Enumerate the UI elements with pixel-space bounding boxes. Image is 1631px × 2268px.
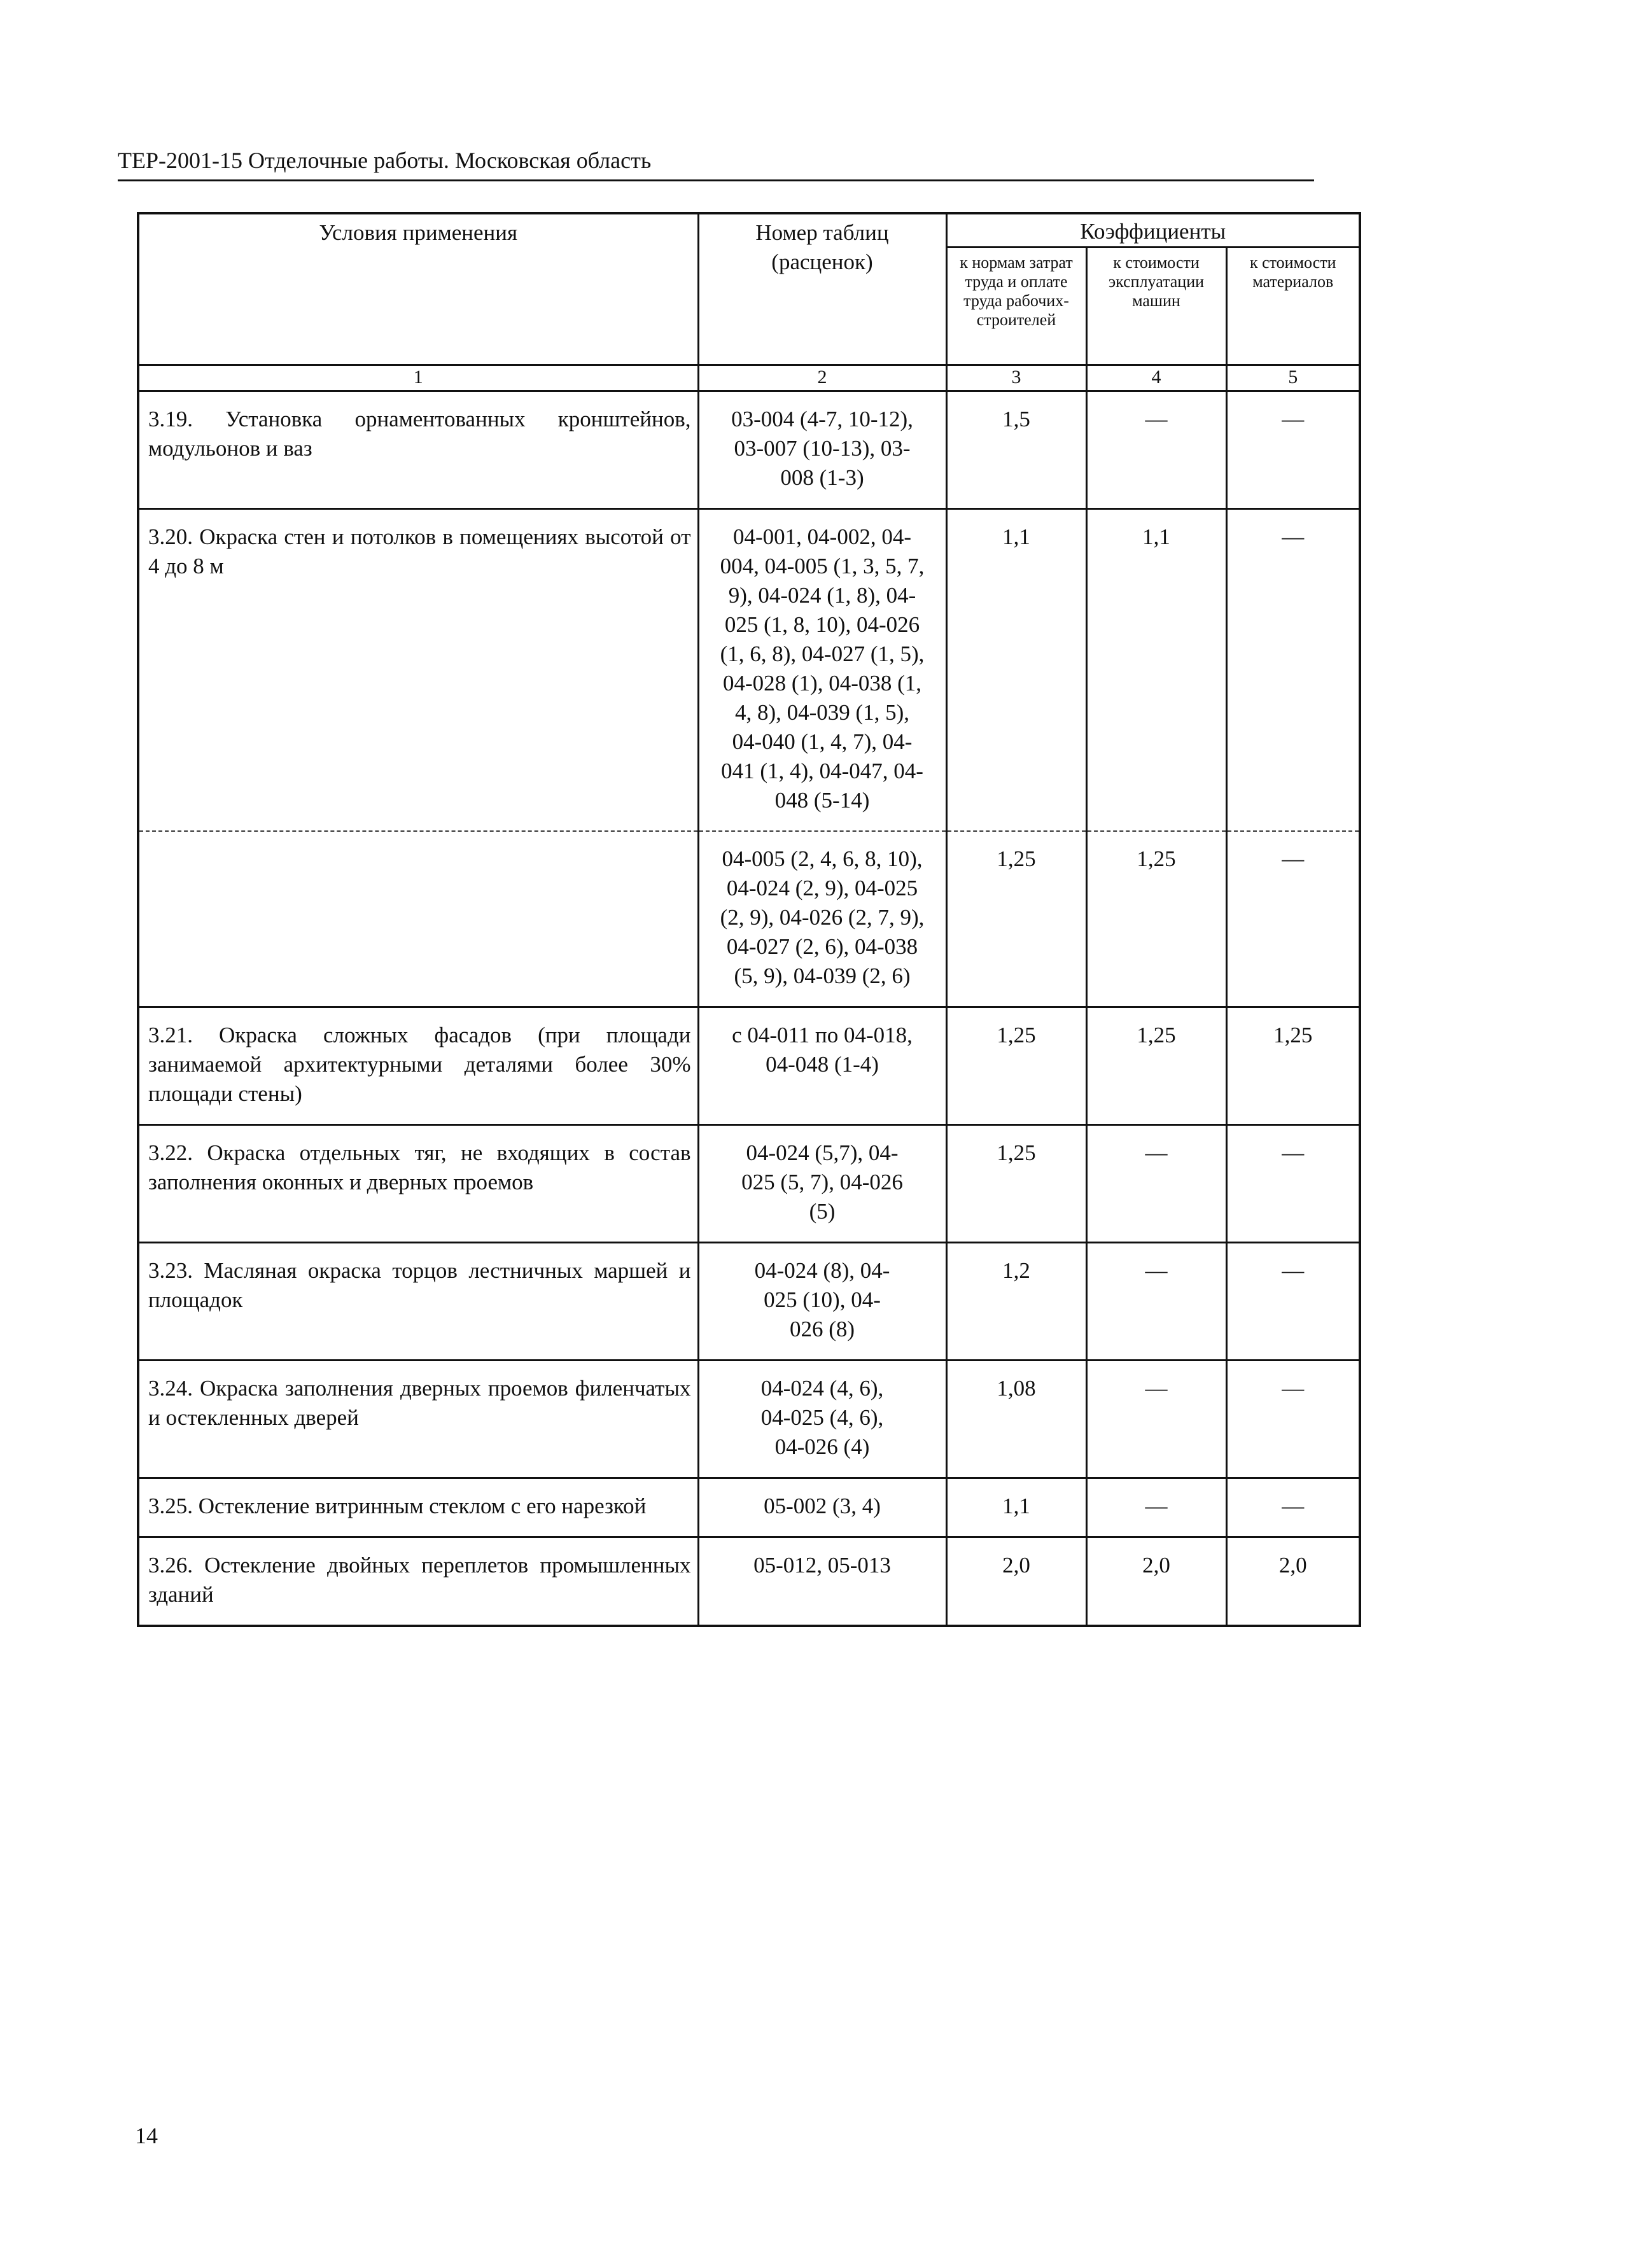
row-coef-machines: 1,1: [1086, 509, 1226, 832]
table-row: [138, 831, 1360, 1007]
row-coef-materials: 1,25: [1226, 1007, 1360, 1125]
row-condition: 3.22. Окраска отдельных тяг, не входящих в состав заполнения оконных и дверных проемов: [138, 1125, 698, 1243]
col-number-3: 3: [946, 365, 1086, 391]
header-coefficients: Коэффициенты: [946, 213, 1360, 248]
row-coef-machines: 2,0: [1086, 1537, 1226, 1627]
header-rule: [118, 179, 1314, 181]
row-coef-machines: —: [1086, 1361, 1226, 1478]
row-coef-materials: —: [1226, 391, 1360, 509]
row-coef-materials: —: [1226, 1125, 1360, 1243]
row-coef-labor: 1,5: [946, 391, 1086, 509]
row-coef-materials: —: [1226, 1243, 1360, 1361]
header-coef-machines: к стоимости эксплуатации машин: [1086, 248, 1226, 365]
row-coef-labor: 1,08: [946, 1361, 1086, 1478]
row-tables: 04-024 (5,7), 04-025 (5, 7), 04-026 (5): [698, 1125, 946, 1243]
row-tables: 04-001, 04-002, 04-004, 04-005 (1, 3, 5, 7, 9), 04-024 (1, 8), 04-025 (1, 8, 10), 04-026 (1, 6, 8), 04-027 (1, 5), 04-028 (1), 04-038 (1, 4, 8), 04-039 (1, 5), 04-040 (1, 4, 7), 04-041 (1, 4), 04-047, 04-048 (5-14): [698, 509, 946, 832]
row-coef-materials: —: [1226, 1478, 1360, 1537]
row-condition: 3.24. Окраска заполнения дверных проемов филенчатых и остекленных дверей: [138, 1361, 698, 1478]
table-row: [138, 1361, 1360, 1478]
row-coef-machines: —: [1086, 1243, 1226, 1361]
table-row: [138, 1243, 1360, 1361]
header-tables: Номер таблиц (расценок): [698, 213, 946, 365]
row-tables: 04-005 (2, 4, 6, 8, 10), 04-024 (2, 9), 04-025 (2, 9), 04-026 (2, 7, 9), 04-027 (2, 6), 04-038 (5, 9), 04-039 (2, 6): [698, 831, 946, 1007]
row-condition: 3.25. Остекление витринным стеклом с его нарезкой: [138, 1478, 698, 1537]
table-row: [138, 1125, 1360, 1243]
col-number-4: 4: [1086, 365, 1226, 391]
col-number-1: 1: [138, 365, 698, 391]
row-condition: [138, 831, 698, 1007]
row-coef-machines: —: [1086, 1125, 1226, 1243]
row-coef-labor: 1,25: [946, 1125, 1086, 1243]
row-coef-labor: 2,0: [946, 1537, 1086, 1627]
row-condition: 3.19. Установка орнаментованных кронштейнов, модульонов и ваз: [138, 391, 698, 509]
row-coef-machines: 1,25: [1086, 1007, 1226, 1125]
header-coef-labor: к нормам затрат труда и оплате труда рабочих-строителей: [946, 248, 1086, 365]
row-coef-labor: 1,1: [946, 1478, 1086, 1537]
row-coef-machines: —: [1086, 1478, 1226, 1537]
row-coef-labor: 1,25: [946, 831, 1086, 1007]
row-tables: 03-004 (4-7, 10-12), 03-007 (10-13), 03-008 (1-3): [698, 391, 946, 509]
header-coef-materials: к стоимости материалов: [1226, 248, 1360, 365]
row-coef-machines: —: [1086, 391, 1226, 509]
row-tables: 05-002 (3, 4): [698, 1478, 946, 1537]
row-coef-machines: 1,25: [1086, 831, 1226, 1007]
table-row: [138, 391, 1360, 509]
col-number-5: 5: [1226, 365, 1360, 391]
row-condition: 3.26. Остекление двойных переплетов промышленных зданий: [138, 1537, 698, 1627]
row-coef-materials: 2,0: [1226, 1537, 1360, 1627]
row-tables: 05-012, 05-013: [698, 1537, 946, 1627]
row-coef-materials: —: [1226, 831, 1360, 1007]
row-coef-labor: 1,2: [946, 1243, 1086, 1361]
row-tables: 04-024 (8), 04-025 (10), 04-026 (8): [698, 1243, 946, 1361]
row-tables: с 04-011 по 04-018, 04-048 (1-4): [698, 1007, 946, 1125]
table-row: [138, 509, 1360, 832]
row-condition: 3.21. Окраска сложных фасадов (при площади занимаемой архитектурными деталями более 30% площади стены): [138, 1007, 698, 1125]
row-condition: 3.20. Окраска стен и потолков в помещениях высотой от 4 до 8 м: [138, 509, 698, 832]
row-coef-materials: —: [1226, 509, 1360, 832]
table-row: [138, 1537, 1360, 1627]
row-coef-labor: 1,1: [946, 509, 1086, 832]
page-number: 14: [135, 2123, 158, 2148]
page-header: ТЕР-2001-15 Отделочные работы. Московская область: [118, 148, 652, 173]
table-row: [138, 1007, 1360, 1125]
row-coef-materials: —: [1226, 1361, 1360, 1478]
row-coef-labor: 1,25: [946, 1007, 1086, 1125]
header-conditions: Условия применения: [138, 213, 698, 365]
row-condition: 3.23. Масляная окраска торцов лестничных маршей и площадок: [138, 1243, 698, 1361]
row-tables: 04-024 (4, 6), 04-025 (4, 6), 04-026 (4): [698, 1361, 946, 1478]
coefficients-table: [137, 212, 1361, 1627]
table-row: [138, 1478, 1360, 1537]
col-number-2: 2: [698, 365, 946, 391]
